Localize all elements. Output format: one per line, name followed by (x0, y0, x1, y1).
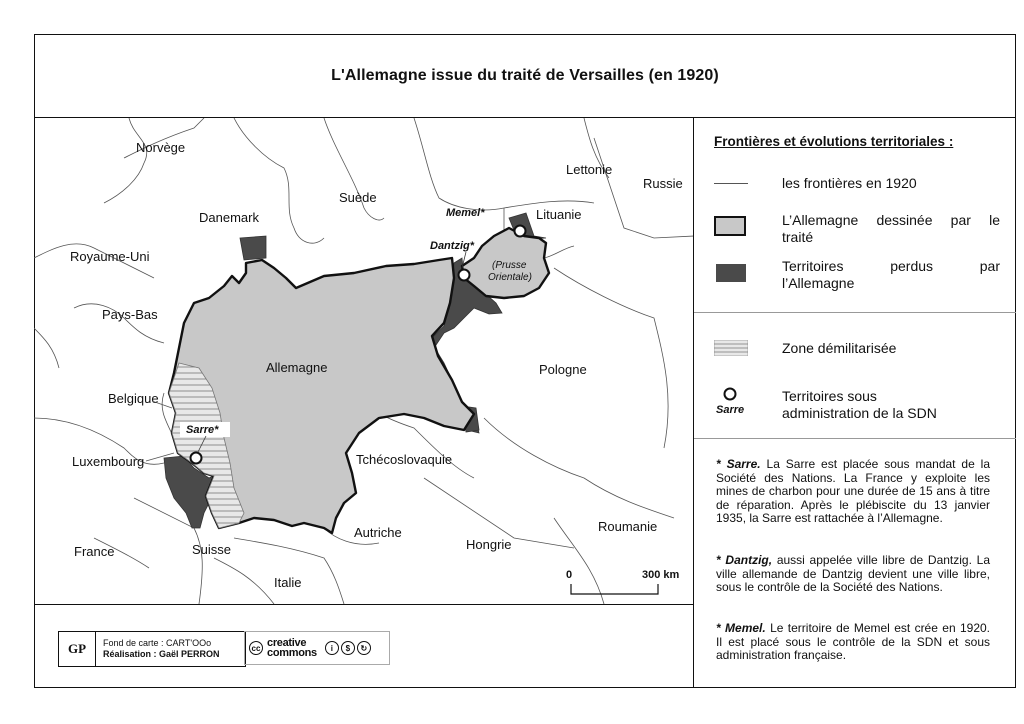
legend-item-demil (714, 338, 1004, 360)
label-belgique: Belgique (108, 391, 159, 406)
scale-bar (566, 569, 680, 594)
legend-demil-text: Zone démilitarisée (782, 340, 897, 356)
label-dantzig: Dantzig* (430, 240, 474, 252)
legend-lost-text (782, 258, 1000, 292)
cc-text (267, 638, 317, 658)
label-luxembourg: Luxembourg (72, 454, 145, 469)
legend-separator-1 (694, 312, 1016, 313)
note-dantzig-body: aussi appelée ville libre de Dantzig. La ville allemande de Dantzig devient une ville libre, sous le contrôle de la Société des Nations. (716, 553, 991, 594)
noncommercial-icon: $ (341, 641, 355, 655)
label-suede: Suède (339, 190, 377, 205)
legend-sdn-text (782, 388, 937, 422)
legend-item-germany (714, 212, 1004, 252)
label-russie: Russie (643, 176, 683, 191)
cc-icon: cc (249, 641, 263, 655)
label-autriche: Autriche (354, 525, 402, 540)
title-row (34, 34, 1016, 118)
note-sarre-body: La Sarre est placée sous mandat de la Société des Nations. La France y exploite les mines de charbon pour une durée de 15 ans à titre de réparation. Après le plébiscite du 13 janvier 1935, la Sarre est rattachée à l’Allemagne. (716, 457, 990, 525)
legend-item-sdn (714, 384, 1004, 428)
author-text (103, 638, 220, 660)
sdn-symbol-label: Sarre (716, 404, 745, 416)
legend-germany-line1: L’Allemagne dessinée par le (782, 212, 1000, 228)
legend-heading: Frontières et évolutions territoriales : (714, 134, 954, 149)
label-roumanie: Roumanie (598, 519, 658, 534)
legend-germany-text (782, 212, 1000, 246)
note-memel (716, 622, 990, 663)
map-svg (34, 118, 694, 604)
note-memel-body: Le territoire de Memel est crée en 1920. Il est placé sous le contrôle de la SDN et sous administration française. (716, 621, 990, 662)
label-memel: Memel* (446, 207, 485, 219)
legend-sdn-line1: Territoires sous (782, 388, 877, 404)
author-box (58, 631, 246, 667)
credit-basemap: Fond de carte : CART'OOo (103, 638, 212, 648)
scale-end: 300 km (642, 569, 680, 581)
map-title: L'Allemagne issue du traité de Versailles (en 1920) (331, 66, 719, 84)
label-pays-bas: Pays-Bas (102, 307, 158, 322)
label-hongrie: Hongrie (466, 537, 512, 552)
label-suisse: Suisse (192, 542, 232, 557)
dantzig-marker (459, 270, 470, 281)
credits-bar (34, 604, 694, 688)
note-memel-head: * Memel. (716, 621, 766, 635)
legend-borders-text: les frontières en 1920 (782, 175, 917, 191)
lost-schleswig (240, 236, 266, 260)
label-france: France (74, 544, 115, 559)
cc-line2: commons (267, 647, 317, 659)
sdn-marker-symbol (722, 386, 738, 402)
border-line-symbol (714, 183, 748, 184)
legend-item-lost (714, 258, 1004, 298)
creative-commons-badge (244, 631, 390, 665)
hatch-swatch (714, 340, 748, 356)
sarre-marker (191, 453, 202, 464)
germany-swatch (714, 216, 746, 236)
label-prusse-1: (Prusse (492, 260, 527, 271)
label-sarre: Sarre* (186, 424, 219, 436)
label-italie: Italie (274, 575, 302, 590)
sharealike-icon: ↻ (357, 641, 371, 655)
label-prusse-2: Orientale) (488, 272, 532, 283)
label-lituanie: Lituanie (536, 207, 582, 222)
memel-marker (515, 226, 526, 237)
legend-sdn-line2: administration de la SDN (782, 405, 937, 421)
label-tchecoslovaquie: Tchécoslovaquie (356, 452, 453, 467)
legend-separator-2 (694, 438, 1016, 439)
lost-swatch (716, 264, 746, 282)
cc-line1: creative (267, 637, 307, 649)
label-danemark: Danemark (199, 210, 259, 225)
note-dantzig-head: * Dantzig, (716, 553, 773, 567)
attribution-icon: i (325, 641, 339, 655)
credit-author: Réalisation : Gaël PERRON (103, 649, 220, 659)
legend-germany-line2: traité (782, 229, 814, 245)
note-dantzig (716, 554, 990, 595)
legend-lost-line1: Territoires perdus par (782, 258, 1000, 274)
note-sarre (716, 458, 990, 526)
legend-lost-line2: l’Allemagne (782, 275, 855, 291)
legend-panel (694, 118, 1016, 688)
gp-logo: GP (59, 632, 96, 666)
label-royaume-uni: Royaume-Uni (70, 249, 150, 264)
label-lettonie: Lettonie (566, 162, 613, 177)
note-sarre-head: * Sarre. (716, 457, 761, 471)
scale-start: 0 (566, 569, 573, 581)
label-norvege: Norvège (136, 140, 186, 155)
cc-license-icons (325, 641, 371, 655)
legend-item-borders (714, 174, 1004, 194)
label-allemagne: Allemagne (266, 360, 328, 375)
map-area (34, 118, 694, 604)
label-pologne: Pologne (539, 362, 587, 377)
